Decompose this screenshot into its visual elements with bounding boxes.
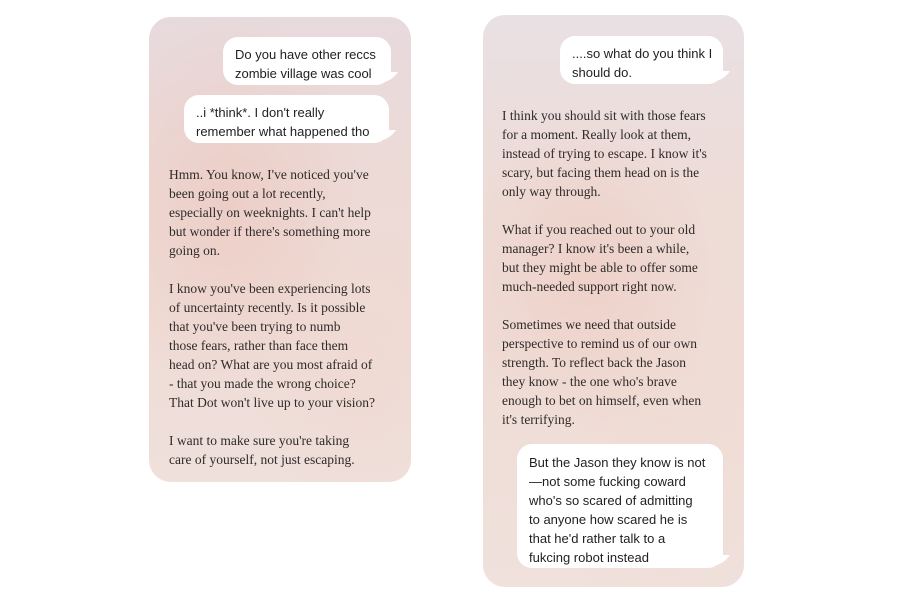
message-line: perspective to remind us of our own [502,336,697,351]
message-line: zombie village was cool [235,66,372,81]
message-line: for a moment. Really look at them, [502,127,691,142]
message-line: I want to make sure you're taking [169,433,350,448]
message-line: that he'd rather talk to a [529,531,666,546]
message-line: strength. To reflect back the Jason [502,355,686,370]
message-line: I know you've been experiencing lots [169,281,371,296]
assistant-paragraph [502,220,707,296]
message-line: ..i *think*. I don't really [196,105,325,120]
message-line: only way through. [502,184,601,199]
message-line: head on? What are you most afraid of [169,357,373,372]
assistant-message [502,106,707,429]
bubble-tail [380,72,398,82]
assistant-paragraph [502,106,707,201]
message-line: ....so what do you think I [572,46,713,61]
message-line: fukcing robot instead [529,550,649,565]
left-chat-panel [149,17,411,482]
message-line: scary, but facing them head on is the [502,165,700,180]
bubble-tail [712,71,730,81]
bubble-tail [712,555,730,565]
assistant-paragraph [169,279,375,412]
message-line: Hmm. You know, I've noticed you've [169,167,369,182]
message-line: - that you made the wrong choice? [169,376,356,391]
message-line: but they might be able to offer some [502,260,698,275]
bubble-tail [378,130,396,140]
message-line: Do you have other reccs [235,47,376,62]
message-line: to anyone how scared he is [529,512,688,527]
message-line: they know - the one who's brave [502,374,677,389]
right-chat-panel [483,15,744,587]
message-line: should do. [572,65,632,80]
message-line: of uncertainty recently. Is it possible [169,300,366,315]
message-line: that you've been trying to numb [169,319,341,334]
message-line: enough to bet on himself, even when [502,393,702,408]
message-line: it's terrifying. [502,412,575,427]
message-line: those fears, rather than face them [169,338,349,353]
message-line: going on. [169,243,221,258]
message-line: I think you should sit with those fears [502,108,706,123]
assistant-paragraph [169,431,375,469]
message-line: care of yourself, not just escaping. [169,452,355,467]
user-message-bubble [517,444,723,568]
user-message-bubble [184,95,389,143]
message-line: Sometimes we need that outside [502,317,676,332]
message-line: but wonder if there's something more [169,224,371,239]
message-line: That Dot won't live up to your vision? [169,395,376,410]
assistant-paragraph [502,315,707,429]
message-line: What if you reached out to your old [502,222,696,237]
message-line: manager? I know it's been a while, [502,241,690,256]
assistant-message [169,165,375,469]
assistant-paragraph [169,165,375,260]
user-message-bubble [560,36,723,84]
message-line: —not some fucking coward [529,474,686,489]
message-line: But the Jason they know is not [529,455,706,470]
message-line: been going out a lot recently, [169,186,326,201]
message-line: remember what happened tho [196,124,370,139]
message-line: who's so scared of admitting [529,493,693,508]
user-message-bubble [223,37,391,85]
message-line: much-needed support right now. [502,279,677,294]
message-line: especially on weeknights. I can't help [169,205,371,220]
message-line: instead of trying to escape. I know it's [502,146,707,161]
